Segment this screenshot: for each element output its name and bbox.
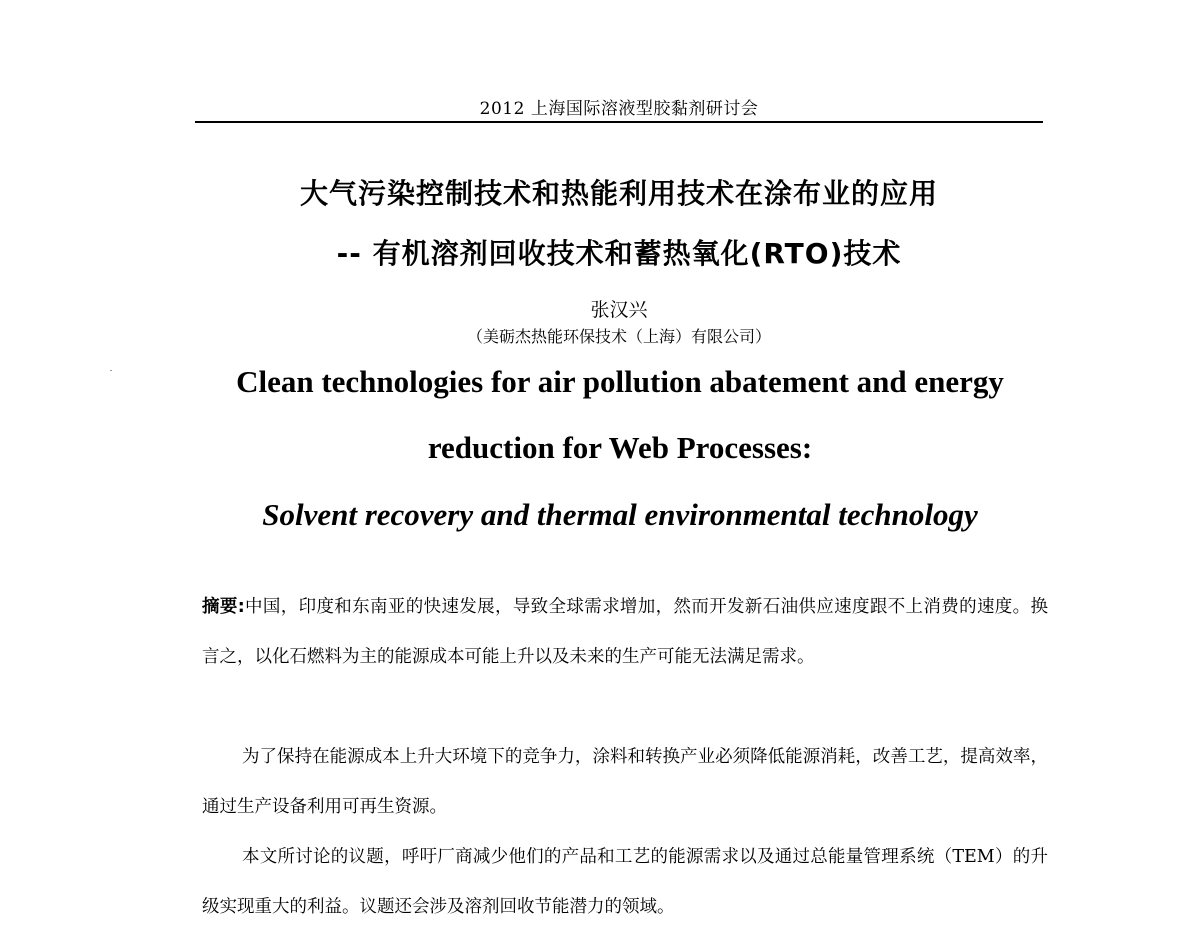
author-name: 张汉兴: [590, 299, 648, 321]
abstract-text: 中国，印度和东南亚的快速发展，导致全球需求增加，然而开发新石油供应速度跟不上消费的速度。换言之，以化石燃料为主的能源成本可能上升以及未来的生产可能无法满足需求。: [202, 597, 1048, 667]
english-title-line-1: Clean technologies for air pollution abatement and energy: [236, 364, 1004, 399]
scan-speck: [110, 370, 112, 371]
english-title-line-2: reduction for Web Processes:: [427, 430, 813, 465]
english-subtitle: Solvent recovery and thermal environmental technology: [262, 497, 978, 532]
abstract-label: 摘要:: [202, 597, 245, 617]
author-affiliation: （美砺杰热能环保技术（上海）有限公司）: [466, 327, 771, 346]
body-paragraph: 为了保持在能源成本上升大环境下的竞争力，涂料和转换产业必须降低能源消耗，改善工艺，提高效率，通过生产设备利用可再生资源。: [202, 747, 1048, 817]
running-header: 2012 上海国际溶液型胶黏剂研讨会: [479, 99, 759, 119]
chinese-title-line-1: 大气污染控制技术和热能利用技术在涂布业的应用: [299, 177, 938, 210]
chinese-title-line-2: -- 有机溶剂回收技术和蓄热氧化(RTO)技术: [336, 237, 902, 270]
body-paragraph: 本文所讨论的议题，呼吁厂商减少他们的产品和工艺的能源需求以及通过总能量管理系统（TEM）的升级实现重大的利益。议题还会涉及溶剂回收节能潜力的领域。: [202, 847, 1048, 917]
header-rule: [195, 121, 1043, 123]
abstract-paragraph: [202, 582, 1048, 682]
